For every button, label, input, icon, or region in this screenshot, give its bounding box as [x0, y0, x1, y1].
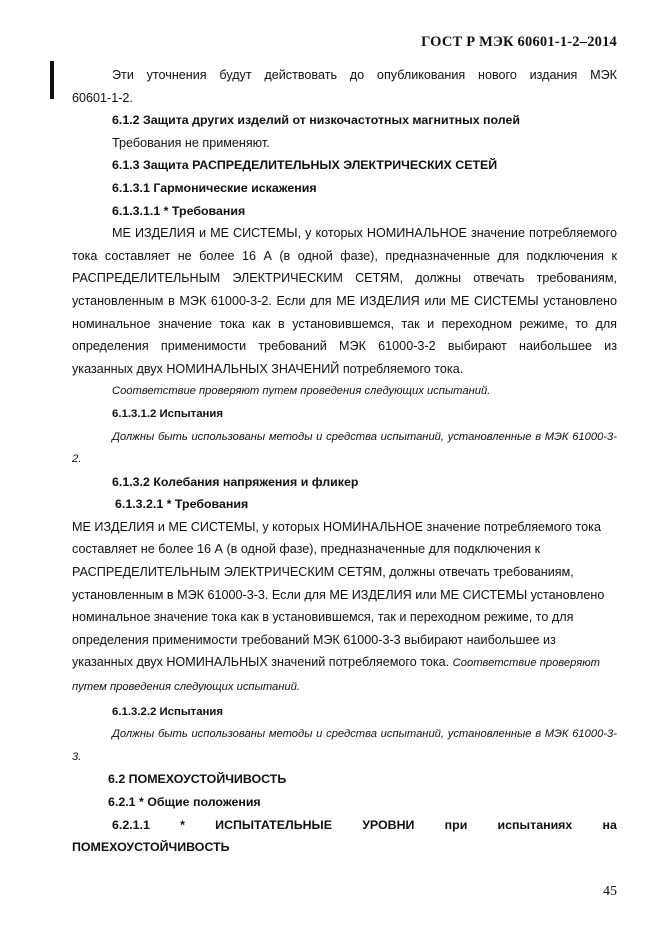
document-header: ГОСТ Р МЭК 60601-1-2–2014: [421, 34, 617, 50]
section-6-1-3-1-1-compliance: Соответствие проверяют путем проведения следующих испытаний.: [112, 385, 491, 398]
section-6-1-3-2-1-heading: 6.1.3.2.1 * Требования: [115, 497, 249, 512]
intro-paragraph-line-1: Эти уточнения будут действовать до опубликования нового издания МЭК: [112, 68, 617, 82]
section-6-1-3-1-2-heading: 6.1.3.1.2 Испытания: [112, 407, 224, 420]
section-6-1-3-2-2-text: Должны быть использованы методы и средства испытаний, установленные в МЭК 61000-3-3.: [72, 728, 617, 763]
change-marker-bar: [50, 61, 54, 99]
heading-word: испытаниях: [497, 817, 573, 832]
section-6-1-2-heading: 6.1.2 Защита других изделий от низкочастотных магнитных полей: [112, 113, 521, 128]
section-6-2-1-1-heading: [72, 814, 617, 837]
heading-word: *: [180, 817, 185, 832]
heading-word: 6.2.1.1: [112, 817, 150, 832]
section-6-1-3-1-2-text: Должны быть использованы методы и средства испытаний, установленные в МЭК 61000-3-2.: [72, 430, 617, 466]
section-6-1-3-1-heading: 6.1.3.1 Гармонические искажения: [112, 180, 317, 195]
section-6-1-3-2-2-heading: 6.1.3.2.2 Испытания: [112, 705, 224, 718]
section-6-2-1-1-heading-continuation: ПОМЕХОУСТОЙЧИВОСТЬ: [72, 840, 230, 855]
heading-word: УРОВНИ: [362, 817, 415, 832]
heading-word: ИСПЫТАТЕЛЬНЫЕ: [215, 817, 332, 832]
heading-word: при: [444, 817, 468, 832]
section-6-2-heading: 6.2 ПОМЕХОУСТОЙЧИВОСТЬ: [108, 772, 287, 787]
section-6-1-2-text: Требования не применяют.: [112, 135, 270, 150]
page-number: 45: [603, 884, 617, 899]
section-6-1-3-2-1-compliance: Соответствие проверяют путем проведения следующих испытаний.: [72, 657, 600, 694]
document-body: [72, 64, 617, 859]
heading-word: на: [602, 817, 617, 832]
section-6-1-3-1-1-heading: 6.1.3.1.1 * Требования: [112, 203, 246, 218]
section-6-2-1-heading: 6.2.1 * Общие положения: [108, 795, 261, 809]
section-6-1-3-heading: 6.1.3 Защита РАСПРЕДЕЛИТЕЛЬНЫХ ЭЛЕКТРИЧЕСКИХ СЕТЕЙ: [112, 158, 498, 173]
section-6-1-3-2-heading: 6.1.3.2 Колебания напряжения и фликер: [112, 474, 359, 489]
section-6-1-3-1-1-text: МЕ ИЗДЕЛИЯ и МЕ СИСТЕМЫ, у которых НОМИНАЛЬНОЕ значение потребляемого тока составляет не более 16 А (в одной фазе), предназначенные для подключения к РАСПРЕДЕЛИТЕЛЬНЫМ ЭЛЕКТРИЧЕСКИМ СЕТЯМ, должны отвечать требованиям, установленным в МЭК 61000-3-2. Если для МЕ ИЗДЕЛИЯ или МЕ СИСТЕМЫ установлено номинальное значение тока как в установившемся, так и переходном режиме, то для определения применимости требований МЭК 61000-3-2 выбирают наибольшее из указанных двух НОМИНАЛЬНЫХ ЗНАЧЕНИЙ потребляемого тока.: [72, 226, 617, 376]
intro-paragraph-line-2: 60601-1-2.: [72, 90, 133, 105]
section-6-1-3-2-1-text: МЕ ИЗДЕЛИЯ и МЕ СИСТЕМЫ, у которых НОМИНАЛЬНОЕ значение потребляемого тока составляет не более 16 А (в одной фазе), предназначенные для подключения к РАСПРЕДЕЛИТЕЛЬНЫМ ЭЛЕКТРИЧЕСКИМ СЕТЯМ, должны отвечать требованиям, установленным в МЭК 61000-3-3. Если для МЕ ИЗДЕЛИЯ или МЕ СИСТЕМЫ установлено номинальное значение тока как в установившемся, так и переходном режиме, то для определения применимости требований МЭК 61000-3-3 выбирают наибольшее из указанных двух НОМИНАЛЬНЫХ значений потребляемого тока.: [72, 519, 605, 670]
